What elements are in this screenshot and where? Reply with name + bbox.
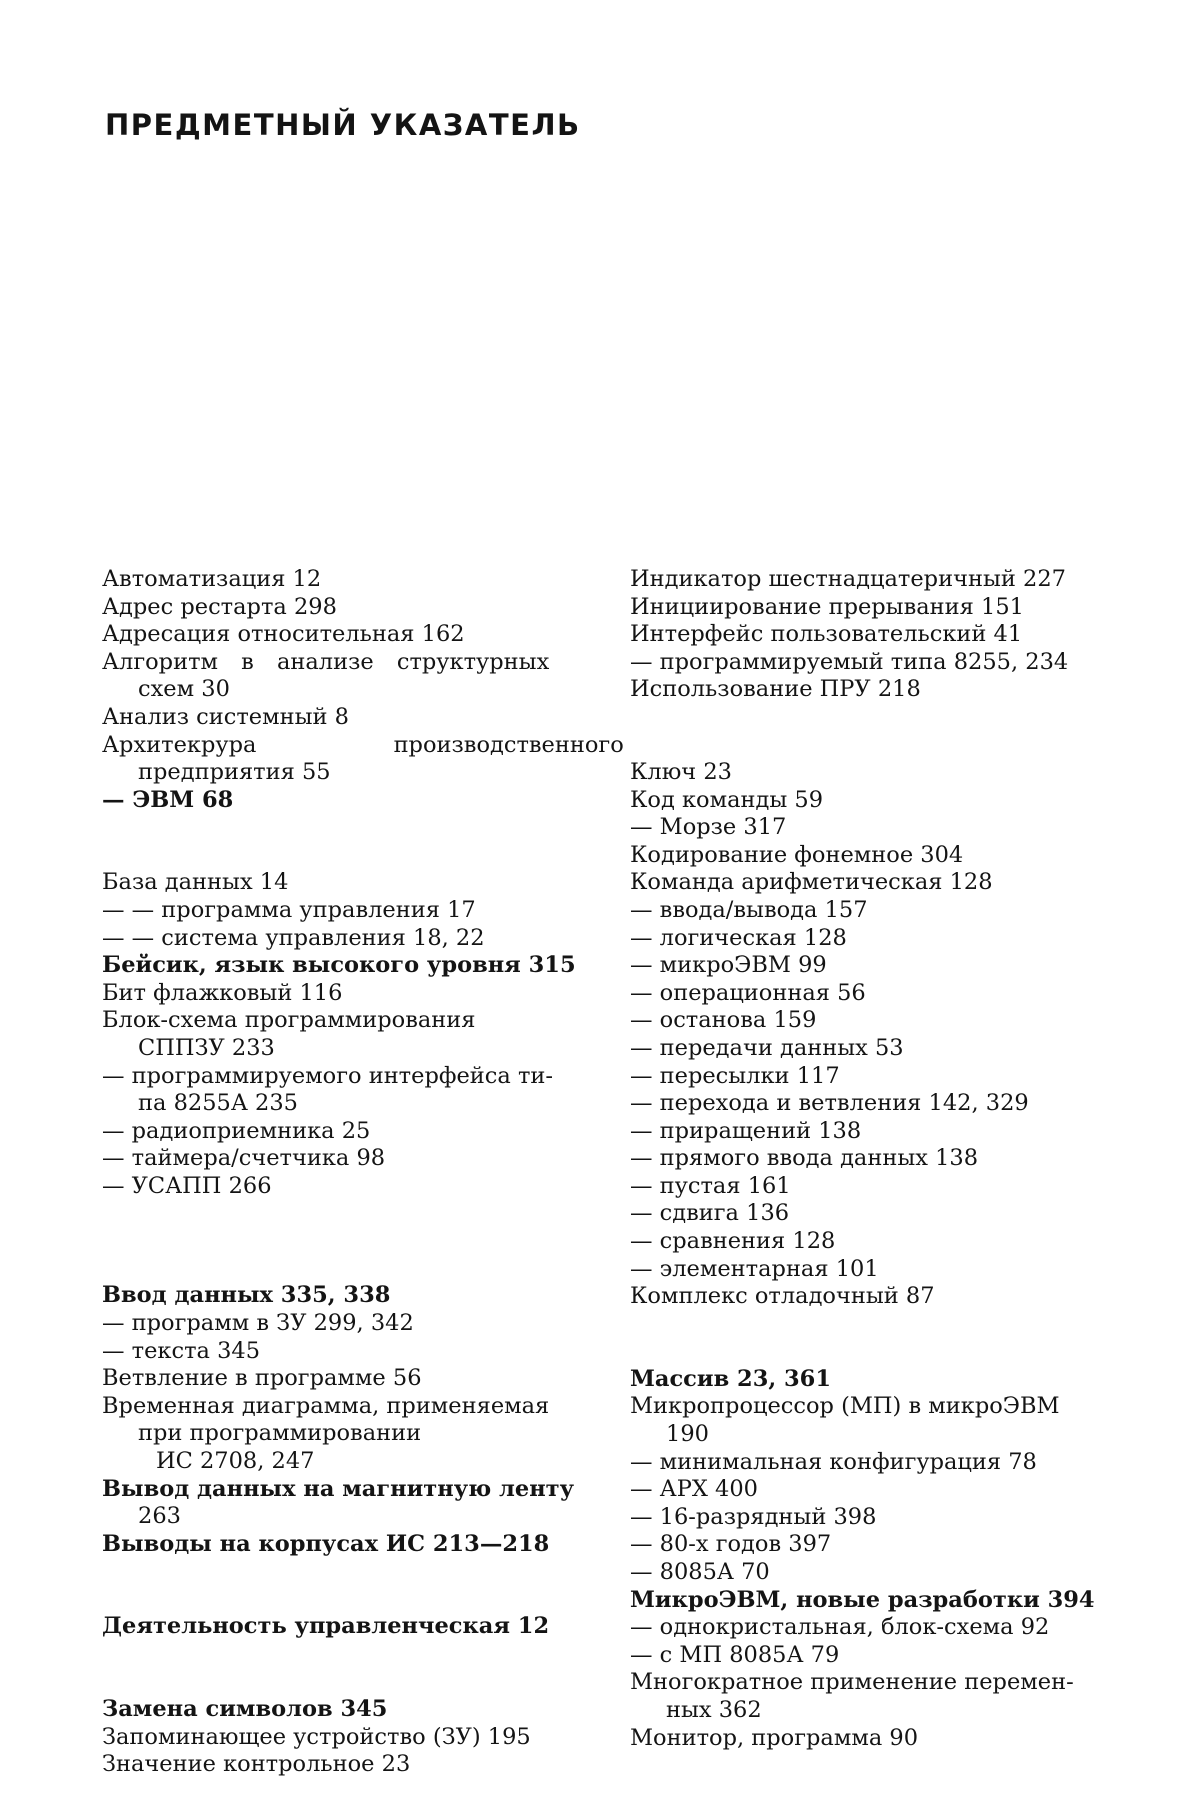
index-entry-continuation: па 8255А 235 [138,1090,298,1117]
index-entry: Монитор, программа 90 [630,1724,919,1751]
index-entry: — — система управления 18, 22 [102,924,485,951]
index-entry-continuation: предприятия 55 [138,759,331,786]
index-entry: — передачи данных 53 [630,1034,904,1061]
index-entry: Выводы на корпусах ИС 213—218 [102,1530,550,1557]
index-entry-continuation: 190 [666,1421,709,1448]
index-entry: — минимальная конфигурация 78 [630,1448,1037,1475]
index-entry: — ЭВМ 68 [102,786,234,813]
index-entry-continuation: СППЗУ 233 [138,1034,275,1061]
index-entry: Автоматизация 12 [102,566,322,592]
index-entry-continuation: схем 30 [138,676,230,703]
index-entry-continuation: ИС 2708, 247 [156,1448,315,1475]
index-entry: — приращений 138 [630,1117,862,1144]
index-entry: — таймера/счетчика 98 [102,1145,386,1172]
index-entry: — операционная 56 [630,979,866,1006]
index-entry: База данных 14 [102,869,289,896]
index-entry: — элементарная 101 [630,1255,879,1282]
index-group-b [102,869,582,1200]
index-entry: Использование ПРУ 218 [630,676,921,703]
index-entry: — микроЭВМ 99 [630,952,827,979]
index-entry: Ключ 23 [630,758,732,785]
index-entry: — программируемого интерфейса ти- [102,1062,553,1089]
index-entry-continuation: 263 [138,1503,181,1530]
index-entry: — прямого ввода данных 138 [630,1145,979,1172]
index-entry: МикроЭВМ, новые разработки 394 [630,1586,1095,1613]
index-entry: — программируемый типа 8255, 234 [630,648,1069,675]
index-entry: — 16-разрядный 398 [630,1503,877,1530]
index-entry: — останова 159 [630,1007,817,1034]
index-entry: Многократное применение перемен- [630,1669,1074,1696]
index-entry: — однокристальная, блок-схема 92 [630,1614,1050,1641]
index-entry-continuation: при программировании [138,1420,422,1447]
index-entry: Анализ системный 8 [102,703,349,730]
index-group-i [630,566,1110,704]
index-entry: Алгоритм в анализе структурных [102,648,550,675]
index-entry: — Морзе 317 [630,814,787,841]
index-entry: — пустая 161 [630,1172,791,1199]
index-entry: — АРХ 400 [630,1476,758,1503]
index-entry: Инициирование прерывания 151 [630,593,1024,620]
index-entry: — программ в ЗУ 299, 342 [102,1310,414,1337]
index-entry: — перехода и ветвления 142, 329 [630,1090,1029,1117]
index-entry: Адресация относительная 162 [102,621,465,648]
index-group-d [102,1613,582,1641]
section-gap [102,814,582,869]
index-entry: Вывод данных на магнитную ленту [102,1475,575,1502]
index-entry: Кодирование фонемное 304 [630,841,964,868]
page-title: ПРЕДМЕТНЫЙ УКАЗАТЕЛЬ [105,108,581,142]
index-entry-continuation: ных 362 [666,1696,762,1723]
index-entry: Деятельность управленческая 12 [102,1613,550,1640]
index-entry: — сравнения 128 [630,1228,836,1255]
index-entry: — ввода/вывода 157 [630,896,868,923]
index-column-left [102,566,624,1779]
index-entry: Временная диаграмма, применяемая [102,1392,550,1419]
index-entry: — радиоприемника 25 [102,1117,371,1144]
index-entry: — 80-х годов 397 [630,1531,832,1558]
index-entry: Замена символов 345 [102,1696,388,1722]
index-entry: Массив 23, 361 [630,1365,831,1392]
index-entry: Комплекс отладочный 87 [630,1283,935,1310]
index-entry: — — программа управления 17 [102,896,476,923]
index-entry: Бейсик, язык высокого уровня 315 [102,952,576,979]
index-column-right [630,566,1110,1752]
index-entry: Микропроцессор (МП) в микроЭВМ [630,1393,1060,1420]
index-entry: — сдвига 136 [630,1200,790,1227]
index-entry: Блок-схема программирования [102,1007,476,1034]
index-entry: — 8085А 70 [630,1559,770,1585]
index-entry: — логическая 128 [630,924,847,951]
section-gap [630,704,1110,759]
section-gap [102,1200,582,1282]
index-entry: Значение контрольное 23 [102,1751,411,1778]
section-gap [102,1641,582,1696]
index-entry: Ветвление в программе 56 [102,1365,422,1392]
index-entry: Запоминающее устройство (ЗУ) 195 [102,1723,531,1750]
index-group-v [102,1282,582,1558]
index-entry: — УСАПП 266 [102,1172,272,1199]
section-gap [102,1558,582,1613]
index-entry: Команда арифметическая 128 [630,869,993,896]
index-group-m [630,1366,1110,1752]
index-entry: — пересылки 117 [630,1062,840,1089]
index-entry: Индикатор шестнадцатеричный 227 [630,566,1066,592]
index-group-a [102,566,624,814]
index-group-z [102,1696,582,1779]
index-entry: Бит флажковый 116 [102,979,343,1006]
index-entry: Адрес рестарта 298 [102,593,337,620]
index-entry: Ввод данных 335, 338 [102,1282,391,1309]
index-entry: Код команды 59 [630,786,824,813]
index-entry: Интерфейс пользовательский 41 [630,621,1023,648]
index-group-k [630,759,1110,1311]
section-gap [630,1311,1110,1366]
index-entry: — с МП 8085А 79 [630,1641,840,1668]
index-entry: Архитекрура производственного [102,731,624,758]
index-entry: — текста 345 [102,1337,261,1364]
